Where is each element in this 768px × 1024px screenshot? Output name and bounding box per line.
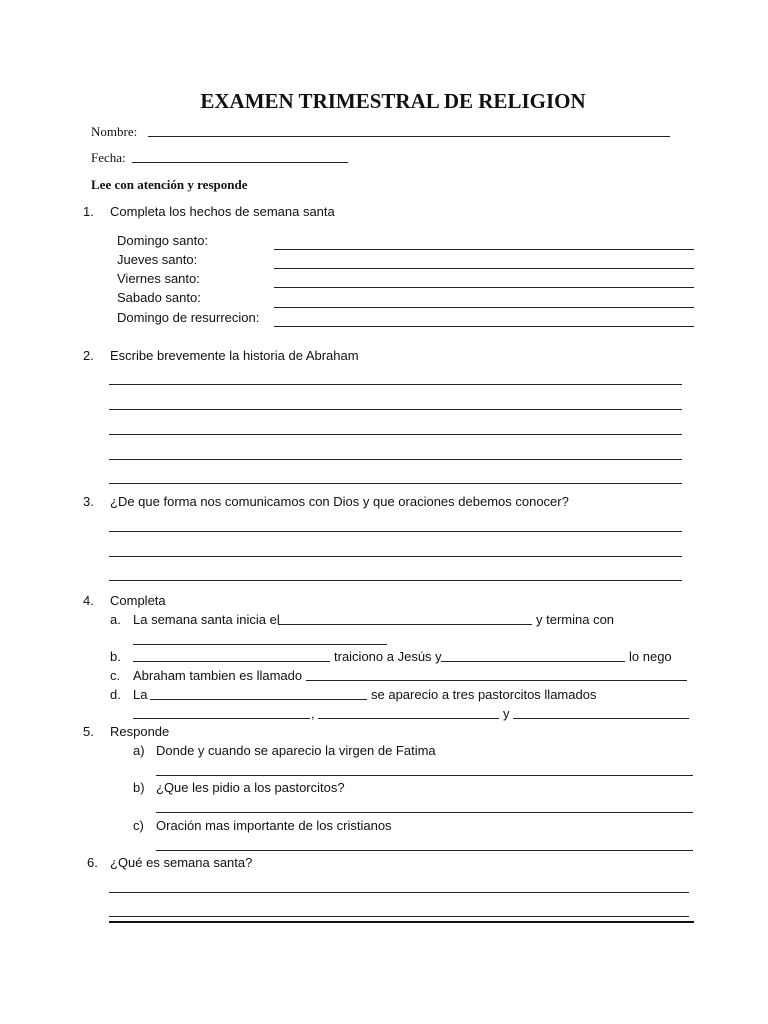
q4-number: 4. <box>83 593 94 608</box>
q5-b-letter: b) <box>133 780 145 795</box>
q4-b-text-end: lo nego <box>629 649 672 664</box>
q2-answer-line[interactable] <box>109 409 682 410</box>
q1-text: Completa los hechos de semana santa <box>110 204 335 219</box>
q4-a-text-start: La semana santa inicia el <box>133 612 280 627</box>
q4-a-text-end: y termina con <box>536 612 615 627</box>
q5-text: Responde <box>110 724 170 739</box>
q5-b-answer-line[interactable] <box>156 812 693 813</box>
q4-d-text-start: La <box>133 687 148 702</box>
q6-answer-line[interactable] <box>109 916 689 917</box>
q4-b-blank[interactable] <box>441 661 625 662</box>
q1-item-domingo: Domingo santo: <box>117 233 209 248</box>
q1-answer-line[interactable] <box>274 249 694 250</box>
q3-answer-line[interactable] <box>109 580 682 581</box>
q2-answer-line[interactable] <box>109 459 682 460</box>
q4-d-text-middle: se aparecio a tres pastorcitos llamados <box>371 687 597 702</box>
q4-d-blank[interactable] <box>133 718 310 719</box>
q1-number: 1. <box>83 204 94 219</box>
q4-b-letter: b. <box>110 649 121 664</box>
q3-text: ¿De que forma nos comunicamos con Dios y que oraciones debemos conocer? <box>110 494 569 509</box>
q5-a-text: Donde y cuando se aparecio la virgen de Fatima <box>156 743 436 758</box>
q4-c-letter: c. <box>110 668 121 683</box>
q4-a-letter: a. <box>110 612 121 627</box>
q4-d-comma: , <box>311 706 315 721</box>
q1-item-jueves: Jueves santo: <box>117 252 198 267</box>
q4-text: Completa <box>110 593 166 608</box>
q4-d-blank[interactable] <box>150 699 367 700</box>
q2-number: 2. <box>83 348 94 363</box>
q4-a-blank[interactable] <box>133 644 387 645</box>
q3-number: 3. <box>83 494 94 509</box>
q4-d-blank[interactable] <box>318 718 499 719</box>
nombre-line[interactable] <box>148 136 670 137</box>
q2-answer-line[interactable] <box>109 384 682 385</box>
q6-answer-line[interactable] <box>109 892 689 893</box>
q5-a-letter: a) <box>133 743 145 758</box>
fecha-label: Fecha: <box>91 150 126 165</box>
q4-c-text: Abraham tambien es llamado <box>133 668 303 683</box>
q4-b-blank[interactable] <box>133 661 330 662</box>
page-title: EXAMEN TRIMESTRAL DE RELIGION <box>200 89 586 113</box>
q2-answer-line[interactable] <box>109 483 682 484</box>
q4-d-letter: d. <box>110 687 121 702</box>
q1-answer-line[interactable] <box>274 268 694 269</box>
q3-answer-line[interactable] <box>109 531 682 532</box>
q4-a-blank[interactable] <box>278 624 532 625</box>
q1-item-viernes: Viernes santo: <box>117 271 200 286</box>
q1-answer-line[interactable] <box>274 326 694 327</box>
q5-b-text: ¿Que les pidio a los pastorcitos? <box>156 780 345 795</box>
q4-c-blank[interactable] <box>306 680 687 681</box>
q4-d-and: y <box>503 706 510 721</box>
q4-b-text-middle: traiciono a Jesús y <box>334 649 442 664</box>
q3-answer-line[interactable] <box>109 556 682 557</box>
q1-item-sabado: Sabado santo: <box>117 290 201 305</box>
q5-c-letter: c) <box>133 818 144 833</box>
q2-answer-line[interactable] <box>109 434 682 435</box>
fecha-line[interactable] <box>132 162 348 163</box>
q5-number: 5. <box>83 724 94 739</box>
q6-text: ¿Qué es semana santa? <box>110 855 253 870</box>
q2-text: Escribe brevemente la historia de Abraham <box>110 348 359 363</box>
nombre-label: Nombre: <box>91 124 138 139</box>
q1-answer-line[interactable] <box>274 307 694 308</box>
q1-item-resurreccion: Domingo de resurrecion: <box>117 310 260 325</box>
q5-c-answer-line[interactable] <box>156 850 693 851</box>
q6-number: 6. <box>87 855 98 870</box>
q5-c-text: Oración mas importante de los cristianos <box>156 818 392 833</box>
q1-answer-line[interactable] <box>274 287 694 288</box>
q5-a-answer-line[interactable] <box>156 775 693 776</box>
q4-d-blank[interactable] <box>513 718 689 719</box>
instructions: Lee con atención y responde <box>91 177 248 192</box>
page-bottom-rule <box>109 921 694 923</box>
